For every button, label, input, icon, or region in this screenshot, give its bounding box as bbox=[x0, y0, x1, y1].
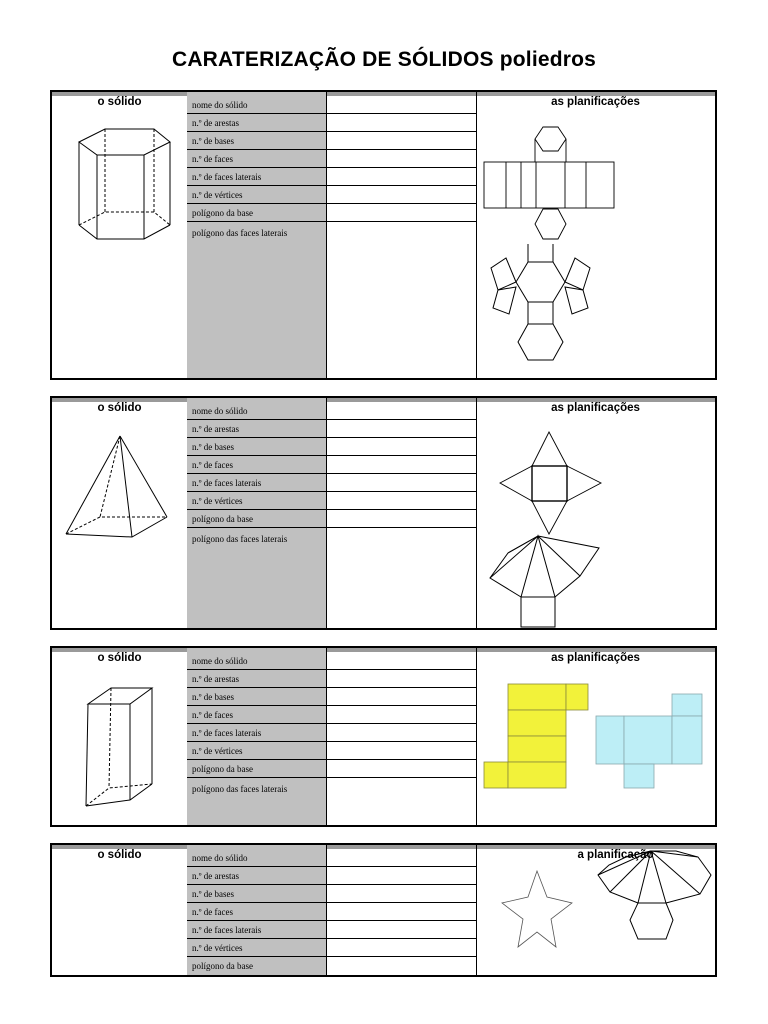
solid-sheet-1 bbox=[50, 90, 717, 380]
answer-field[interactable] bbox=[326, 652, 476, 670]
answer-field[interactable] bbox=[326, 510, 476, 528]
label-faces-laterais: n.º de faces laterais bbox=[187, 724, 326, 742]
answer-field[interactable] bbox=[326, 921, 476, 939]
label-faces: n.º de faces bbox=[187, 706, 326, 724]
solid-column bbox=[52, 845, 189, 975]
answer-field[interactable] bbox=[326, 742, 476, 760]
answer-field[interactable] bbox=[326, 420, 476, 438]
net-face bbox=[596, 716, 624, 764]
net-face bbox=[624, 764, 654, 788]
solid-sheet-4 bbox=[50, 843, 717, 977]
label-faces-laterais: n.º de faces laterais bbox=[187, 474, 326, 492]
nets-column bbox=[476, 648, 715, 825]
label-arestas: n.º de arestas bbox=[187, 114, 326, 132]
label-arestas: n.º de arestas bbox=[187, 670, 326, 688]
answer-field[interactable] bbox=[326, 168, 476, 186]
net-face bbox=[624, 716, 672, 764]
square-pyramid-drawing bbox=[52, 398, 187, 628]
answer-field[interactable] bbox=[326, 114, 476, 132]
answer-field[interactable] bbox=[326, 885, 476, 903]
answer-field[interactable] bbox=[326, 760, 476, 778]
answer-field[interactable] bbox=[326, 132, 476, 150]
label-nome-solido: nome do sólido bbox=[187, 96, 326, 114]
label-faces: n.º de faces bbox=[187, 150, 326, 168]
label-faces-laterais: n.º de faces laterais bbox=[187, 168, 326, 186]
answer-field[interactable] bbox=[326, 204, 476, 222]
nets-header: as planificações bbox=[551, 652, 640, 664]
net-face bbox=[672, 716, 702, 764]
label-bases: n.º de bases bbox=[187, 885, 326, 903]
answer-field[interactable] bbox=[326, 96, 476, 114]
rectangular-prism-drawing bbox=[52, 648, 187, 828]
hexagonal-prism-net-flower bbox=[476, 92, 715, 372]
answer-field[interactable] bbox=[326, 724, 476, 742]
label-vertices: n.º de vértices bbox=[187, 186, 326, 204]
answer-field[interactable] bbox=[326, 402, 476, 420]
answer-column bbox=[326, 845, 477, 975]
solid-column bbox=[52, 648, 189, 825]
answer-column bbox=[326, 648, 477, 825]
solid-header: o sólido bbox=[97, 96, 142, 108]
property-labels bbox=[187, 398, 327, 628]
answer-field[interactable] bbox=[326, 186, 476, 204]
net-face bbox=[672, 694, 702, 716]
label-nome-solido: nome do sólido bbox=[187, 402, 326, 420]
solid-sheet-2 bbox=[50, 396, 717, 630]
solid-header: o sólido bbox=[97, 402, 142, 414]
label-vertices: n.º de vértices bbox=[187, 492, 326, 510]
page-title: CARATERIZAÇÃO DE SÓLIDOS poliedros bbox=[171, 48, 597, 71]
answer-field[interactable] bbox=[326, 688, 476, 706]
label-poligono-base: polígono da base bbox=[192, 961, 253, 971]
answer-field[interactable] bbox=[326, 957, 476, 975]
solid-column bbox=[52, 92, 189, 378]
label-faces: n.º de faces bbox=[187, 903, 326, 921]
property-labels bbox=[187, 648, 327, 825]
answer-column bbox=[326, 398, 477, 628]
label-poligono-base: polígono da base bbox=[187, 510, 326, 528]
answer-column bbox=[326, 92, 477, 378]
hexagonal-prism-drawing bbox=[52, 92, 187, 372]
answer-field[interactable] bbox=[326, 438, 476, 456]
nets-header: as planificações bbox=[551, 96, 640, 108]
answer-field[interactable] bbox=[326, 670, 476, 688]
answer-field[interactable] bbox=[326, 492, 476, 510]
nets-column bbox=[476, 92, 715, 378]
property-labels bbox=[187, 845, 327, 975]
label-faces: n.º de faces bbox=[187, 456, 326, 474]
hexagonal-pyramid-net-fan bbox=[476, 845, 715, 985]
rectangular-prism-net-cyan bbox=[476, 648, 715, 828]
label-nome-solido: nome do sólido bbox=[187, 849, 326, 867]
label-vertices: n.º de vértices bbox=[187, 939, 326, 957]
label-arestas: n.º de arestas bbox=[187, 867, 326, 885]
label-bases: n.º de bases bbox=[187, 132, 326, 150]
solid-sheet-3 bbox=[50, 646, 717, 827]
label-faces-laterais: n.º de faces laterais bbox=[187, 921, 326, 939]
nets-header: a planificação bbox=[577, 849, 654, 861]
label-nome-solido: nome do sólido bbox=[187, 652, 326, 670]
answer-field[interactable] bbox=[326, 150, 476, 168]
answer-field[interactable] bbox=[326, 456, 476, 474]
answer-field[interactable] bbox=[326, 849, 476, 867]
label-vertices: n.º de vértices bbox=[187, 742, 326, 760]
nets-header: as planificações bbox=[551, 402, 640, 414]
label-poligono-base: polígono da base bbox=[187, 204, 326, 222]
answer-field[interactable] bbox=[326, 474, 476, 492]
label-poligono-faces-laterais: polígono das faces laterais bbox=[192, 534, 288, 544]
solid-header: o sólido bbox=[97, 652, 142, 664]
label-poligono-faces-laterais: polígono das faces laterais bbox=[192, 228, 288, 238]
answer-field[interactable] bbox=[326, 903, 476, 921]
answer-field[interactable] bbox=[326, 867, 476, 885]
label-poligono-base: polígono da base bbox=[187, 760, 326, 778]
answer-field[interactable] bbox=[326, 939, 476, 957]
answer-field[interactable] bbox=[326, 706, 476, 724]
label-bases: n.º de bases bbox=[187, 688, 326, 706]
label-bases: n.º de bases bbox=[187, 438, 326, 456]
nets-column bbox=[476, 398, 715, 628]
solid-column bbox=[52, 398, 189, 628]
label-poligono-faces-laterais: polígono das faces laterais bbox=[192, 784, 288, 794]
label-arestas: n.º de arestas bbox=[187, 420, 326, 438]
nets-column bbox=[476, 845, 715, 975]
solid-header: o sólido bbox=[97, 849, 142, 861]
square-pyramid-net-fan bbox=[476, 398, 715, 628]
property-labels bbox=[187, 92, 327, 378]
